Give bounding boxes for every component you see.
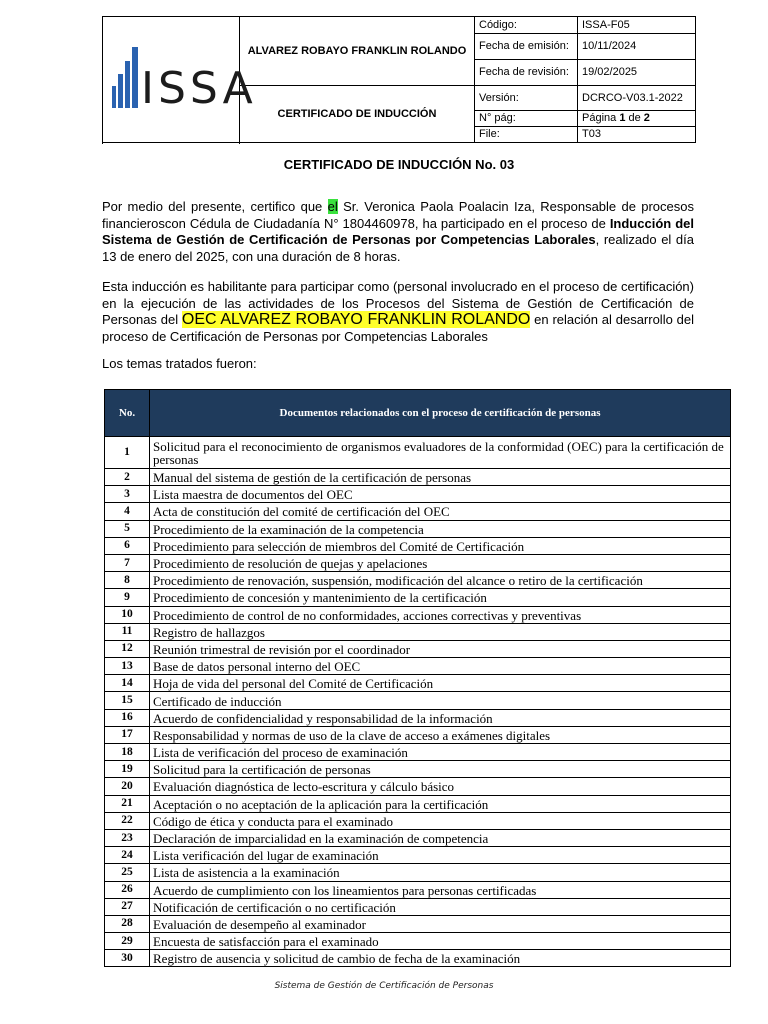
logo-bar: [132, 47, 138, 108]
table-row: [105, 537, 731, 554]
row-number: 29: [105, 933, 150, 950]
row-document: Encuesta de satisfacción para el examinado: [150, 933, 731, 950]
table-row: [105, 829, 731, 846]
table-row: [105, 744, 731, 761]
column-header-no: No.: [105, 390, 150, 437]
table-row: [105, 437, 731, 469]
row-document: Procedimiento de resolución de quejas y apelaciones: [150, 554, 731, 571]
row-number: 27: [105, 898, 150, 915]
page-mid: de: [625, 112, 644, 124]
current-page: 1: [619, 112, 626, 124]
row-document: Base de datos personal interno del OEC: [150, 658, 731, 675]
row-document: Solicitud para el reconocimiento de organismos evaluadores de la conformidad (OEC) para la certificación de personas: [150, 437, 731, 469]
row-number: 6: [105, 537, 150, 554]
row-number: 5: [105, 520, 150, 537]
field-value: 19/02/2025: [578, 60, 696, 86]
table-row: [105, 589, 731, 606]
row-document: Aceptación o no aceptación de la aplicación para la certificación: [150, 795, 731, 812]
text-run: Sr. Veronica Paola Poalacin Iza, Responsable de procesos financieroscon Cédula de Ciudadanía N° 1804460978, ha participado en el proceso de: [102, 199, 695, 231]
row-document: Procedimiento de concesión y mantenimiento de la certificación: [150, 589, 731, 606]
table-row: [105, 658, 731, 675]
row-number: 21: [105, 795, 150, 812]
certificate-title: CERTIFICADO DE INDUCCIÓN No. 03: [283, 157, 515, 172]
issa-logo: [103, 17, 257, 142]
row-number: 12: [105, 640, 150, 657]
row-document: Acuerdo de cumplimiento con los lineamientos para personas certificadas: [150, 881, 731, 898]
row-number: 26: [105, 881, 150, 898]
topics-table: [104, 389, 731, 967]
row-document: Certificado de inducción: [150, 692, 731, 709]
field-label: Código:: [475, 17, 578, 34]
row-document: Código de ética y conducta para el examinado: [150, 812, 731, 829]
row-number: 1: [105, 437, 150, 469]
field-label: N° pág:: [475, 111, 578, 127]
row-number: 25: [105, 864, 150, 881]
row-number: 2: [105, 469, 150, 486]
row-document: Acuerdo de confidencialidad y responsabilidad de la información: [150, 709, 731, 726]
topics-intro: Los temas tratados fueron:: [102, 356, 257, 371]
text-run: , realizado el día 13 de enero del 2025, con una duración de 8 horas.: [102, 232, 694, 264]
logo-bar: [112, 86, 116, 108]
logo-text: ISSA: [141, 63, 257, 114]
row-document: Acta de constitución del comité de certificación del OEC: [150, 503, 731, 520]
table-row: [105, 881, 731, 898]
page-footer: Sistema de Gestión de Certificación de Personas: [274, 981, 494, 991]
table-row: [105, 812, 731, 829]
row-document: Declaración de imparcialidad en la examinación de competencia: [150, 829, 731, 846]
table-row: [105, 554, 731, 571]
table-row: [105, 950, 731, 967]
table-row: [105, 469, 731, 486]
field-value: T03: [578, 127, 696, 143]
row-number: 28: [105, 915, 150, 932]
row-document: Responsabilidad y normas de uso de la clave de acceso a exámenes digitales: [150, 726, 731, 743]
table-row: [105, 933, 731, 950]
row-document: Procedimiento de renovación, suspensión, modificación del alcance o retiro de la certificación: [150, 572, 731, 589]
table-row: [105, 486, 731, 503]
table-row: [105, 675, 731, 692]
row-document: Procedimiento para selección de miembros del Comité de Certificación: [150, 537, 731, 554]
table-row: [105, 520, 731, 537]
table-row: [105, 795, 731, 812]
row-document: Notificación de certificación o no certificación: [150, 898, 731, 915]
row-number: 10: [105, 606, 150, 623]
row-document: Registro de hallazgos: [150, 623, 731, 640]
field-label: File:: [475, 127, 578, 143]
row-number: 7: [105, 554, 150, 571]
field-value: ISSA-F05: [578, 17, 696, 34]
table-row: [105, 572, 731, 589]
field-value: 10/11/2024: [578, 34, 696, 60]
table-row: [105, 778, 731, 795]
bold-text: Inducción del Sistema de Gestión de Certificación de Personas por Competencias Laborales: [102, 215, 694, 247]
table-row: [105, 640, 731, 657]
row-number: 22: [105, 812, 150, 829]
row-number: 24: [105, 847, 150, 864]
page-number: [578, 111, 696, 127]
total-pages: 2: [643, 112, 650, 124]
row-number: 18: [105, 744, 150, 761]
row-document: Solicitud para la certificación de personas: [150, 761, 731, 778]
field-label: Fecha de revisión:: [475, 60, 578, 86]
logo-bar: [125, 61, 130, 108]
certification-paragraph: [102, 199, 694, 265]
row-number: 13: [105, 658, 150, 675]
row-document: Evaluación de desempeño al examinador: [150, 915, 731, 932]
row-document: Evaluación diagnóstica de lecto-escritura y cálculo básico: [150, 778, 731, 795]
page-prefix: Página: [582, 112, 620, 124]
column-header-documents: Documentos relacionados con el proceso de certificación de personas: [150, 390, 731, 437]
highlighted-oec-name: OEC ALVAREZ ROBAYO FRANKLIN ROLANDO: [181, 311, 531, 328]
row-number: 4: [105, 503, 150, 520]
row-number: 20: [105, 778, 150, 795]
table-row: [105, 606, 731, 623]
table-row: [105, 726, 731, 743]
row-document: Lista maestra de documentos del OEC: [150, 486, 731, 503]
row-number: 11: [105, 623, 150, 640]
row-document: Procedimiento de control de no conformidades, acciones correctivas y preventivas: [150, 606, 731, 623]
row-number: 30: [105, 950, 150, 967]
text-run: Por medio del presente, certifico que: [102, 199, 328, 214]
row-number: 23: [105, 829, 150, 846]
highlighted-text: el: [327, 199, 338, 214]
row-document: Lista de asistencia a la examinación: [150, 864, 731, 881]
field-label: Fecha de emisión:: [475, 34, 578, 60]
table-row: [105, 761, 731, 778]
row-number: 9: [105, 589, 150, 606]
logo-cell: [103, 17, 257, 143]
table-row: [105, 623, 731, 640]
row-document: Lista verificación del lugar de examinación: [150, 847, 731, 864]
row-number: 3: [105, 486, 150, 503]
row-number: 8: [105, 572, 150, 589]
row-number: 14: [105, 675, 150, 692]
logo-bar: [118, 74, 123, 108]
row-number: 17: [105, 726, 150, 743]
row-document: Lista de verificación del proceso de examinación: [150, 744, 731, 761]
text-run: en relación al desarrollo del proceso de Certificación de Personas por Competencias Laborales: [102, 312, 694, 344]
company-name: ALVAREZ ROBAYO FRANKLIN ROLANDO: [240, 17, 475, 86]
table-row: [105, 503, 731, 520]
table-row: [105, 898, 731, 915]
text-run: Esta inducción es habilitante para participar como (personal involucrado en el proceso de certificación) en la ejecución de las actividades de los Procesos del Sistema de Gestión de Certificación de Personas del: [102, 279, 694, 327]
field-label: Versión:: [475, 86, 578, 111]
row-document: Hoja de vida del personal del Comité de Certificación: [150, 675, 731, 692]
document-header: [102, 16, 696, 143]
row-document: Manual del sistema de gestión de la certificación de personas: [150, 469, 731, 486]
document-title: CERTIFICADO DE INDUCCIÓN: [240, 86, 475, 143]
row-document: Reunión trimestral de revisión por el coordinador: [150, 640, 731, 657]
habilitation-paragraph: [102, 279, 694, 345]
table-row: [105, 864, 731, 881]
row-number: 19: [105, 761, 150, 778]
row-document: Procedimiento de la examinación de la competencia: [150, 520, 731, 537]
row-number: 15: [105, 692, 150, 709]
topics-body: [105, 437, 731, 967]
table-row: [105, 847, 731, 864]
field-value: DCRCO-V03.1-2022: [578, 86, 696, 111]
table-row: [105, 692, 731, 709]
row-number: 16: [105, 709, 150, 726]
table-row: [105, 915, 731, 932]
row-document: Registro de ausencia y solicitud de cambio de fecha de la examinación: [150, 950, 731, 967]
table-row: [105, 709, 731, 726]
